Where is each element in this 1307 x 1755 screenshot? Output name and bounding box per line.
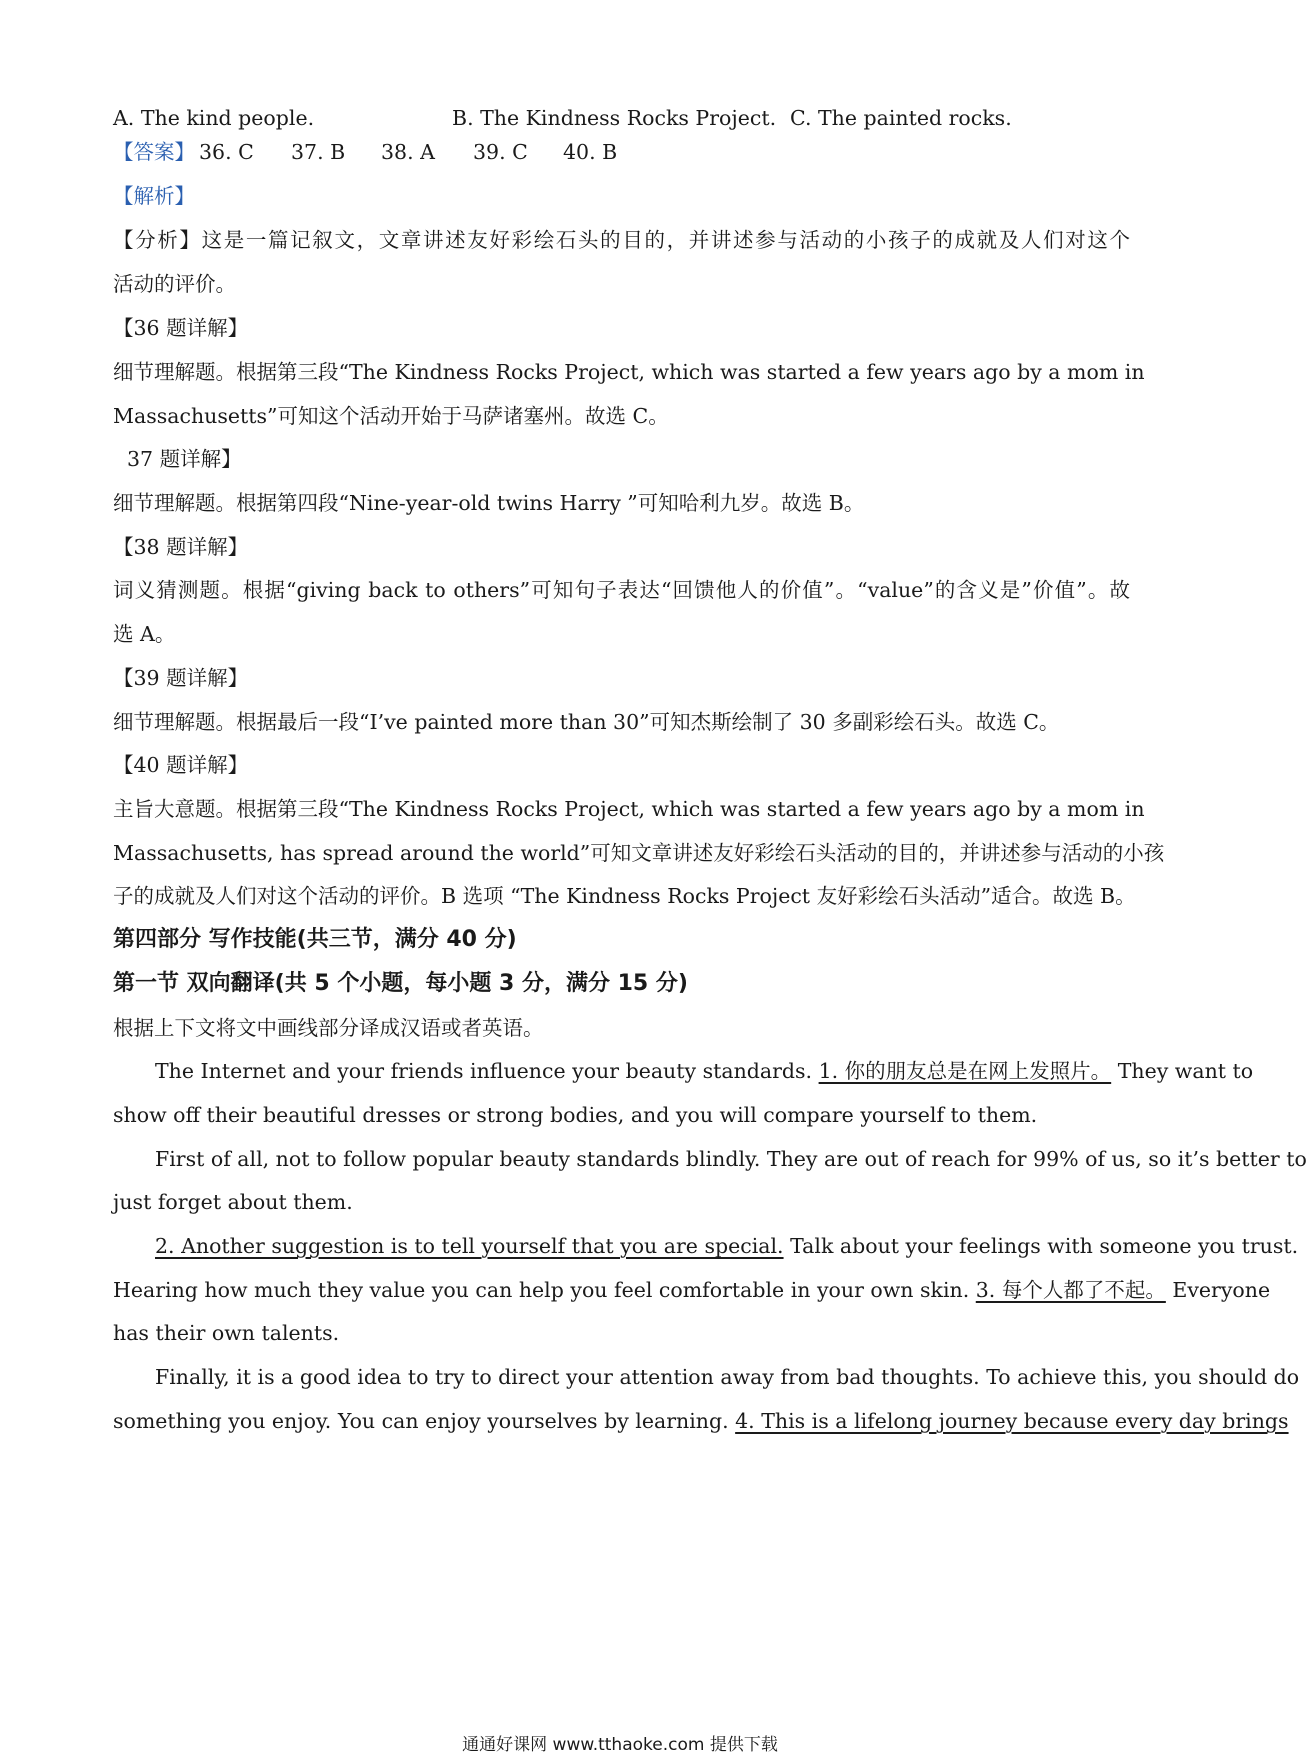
passage-line: First of all, not to follow popular beauty standards blindly. They are out of reach for 99% of us, so it’s better to bbox=[155, 1147, 1307, 1171]
passage-text: Hearing how much they value you can help you feel comfortable in your own skin. bbox=[113, 1278, 976, 1302]
answer-38: 38. A bbox=[381, 140, 435, 164]
passage-text: Talk about your feelings with someone you trust. bbox=[783, 1234, 1299, 1258]
q38-line: 选 A。 bbox=[113, 622, 176, 646]
option-c: C. The painted rocks. bbox=[790, 106, 1012, 130]
underlined-item-4: 4. This is a lifelong journey because every day brings bbox=[735, 1409, 1289, 1433]
passage-line bbox=[113, 1407, 1289, 1435]
underlined-item-1: 1. 你的朋友总是在网上发照片。 bbox=[818, 1059, 1112, 1083]
q40-line: 主旨大意题。根据第三段“The Kindness Rocks Project, which was started a few years ago by a mom in bbox=[113, 797, 1145, 821]
analysis-line: 【分析】这是一篇记叙文，文章讲述友好彩绘石头的目的，并讲述参与活动的小孩子的成就及人们对这个 bbox=[113, 228, 1130, 252]
q40-line: Massachusetts, has spread around the world”可知文章讲述友好彩绘石头活动的目的，并讲述参与活动的小孩 bbox=[113, 841, 1165, 865]
passage-line: just forget about them. bbox=[113, 1190, 353, 1214]
q39-heading: 【39 题详解】 bbox=[113, 666, 249, 690]
q40-line: 子的成就及人们对这个活动的评价。B 选项 “The Kindness Rocks Project 友好彩绘石头活动”适合。故选 B。 bbox=[113, 884, 1136, 908]
passage-line bbox=[155, 1057, 1254, 1085]
passage-line: show off their beautiful dresses or strong bodies, and you will compare yourself to them. bbox=[113, 1103, 1038, 1127]
q36-heading: 【36 题详解】 bbox=[113, 316, 249, 340]
analysis-line: 活动的评价。 bbox=[113, 272, 236, 296]
section1-title: 第一节 双向翻译(共 5 个小题，每小题 3 分，满分 15 分) bbox=[113, 971, 688, 996]
option-b: B. The Kindness Rocks Project. bbox=[452, 106, 777, 130]
q38-heading: 【38 题详解】 bbox=[113, 535, 249, 559]
q39-line: 细节理解题。根据最后一段“I’ve painted more than 30”可知杰斯绘制了 30 多副彩绘石头。故选 C。 bbox=[113, 710, 1060, 734]
passage-line bbox=[155, 1232, 1298, 1260]
instruction: 根据上下文将文中画线部分译成汉语或者英语。 bbox=[113, 1016, 544, 1040]
passage-text: Everyone bbox=[1165, 1278, 1271, 1302]
passage-line: Finally, it is a good idea to try to direct your attention away from bad thoughts. To achieve this, you should do bbox=[155, 1365, 1300, 1389]
q36-line: 细节理解题。根据第三段“The Kindness Rocks Project, which was started a few years ago by a mom in bbox=[113, 360, 1145, 384]
analysis-label: 【解析】 bbox=[113, 184, 195, 208]
footer-watermark: 通通好课网 www.tthaoke.com 提供下载 bbox=[462, 1735, 778, 1755]
answer-37: 37. B bbox=[291, 140, 346, 164]
passage-text: They want to bbox=[1111, 1059, 1254, 1083]
underlined-item-3: 3. 每个人都了不起。 bbox=[975, 1278, 1166, 1302]
passage-text: The Internet and your friends influence your beauty standards. bbox=[155, 1059, 819, 1083]
passage-line: has their own talents. bbox=[113, 1321, 340, 1345]
answer-36: 36. C bbox=[199, 140, 254, 164]
option-a: A. The kind people. bbox=[113, 106, 315, 130]
passage-line bbox=[113, 1276, 1271, 1304]
underlined-item-2: 2. Another suggestion is to tell yourself that you are special. bbox=[155, 1234, 784, 1258]
q36-line: Massachusetts”可知这个活动开始于马萨诸塞州。故选 C。 bbox=[113, 404, 669, 428]
q40-heading: 【40 题详解】 bbox=[113, 753, 249, 777]
q38-line: 词义猜测题。根据“giving back to others”可知句子表达“回馈他人的价值”。“value”的含义是”价值”。故 bbox=[113, 578, 1130, 602]
answer-40: 40. B bbox=[563, 140, 618, 164]
answer-39: 39. C bbox=[473, 140, 528, 164]
answer-label: 【答案】 bbox=[113, 140, 195, 164]
passage-text: something you enjoy. You can enjoy yourselves by learning. bbox=[113, 1409, 736, 1433]
section4-title: 第四部分 写作技能(共三节，满分 40 分) bbox=[113, 927, 517, 952]
q37-heading: 37 题详解】 bbox=[127, 447, 242, 471]
q37-line: 细节理解题。根据第四段“Nine-year-old twins Harry ”可知哈利九岁。故选 B。 bbox=[113, 491, 865, 515]
